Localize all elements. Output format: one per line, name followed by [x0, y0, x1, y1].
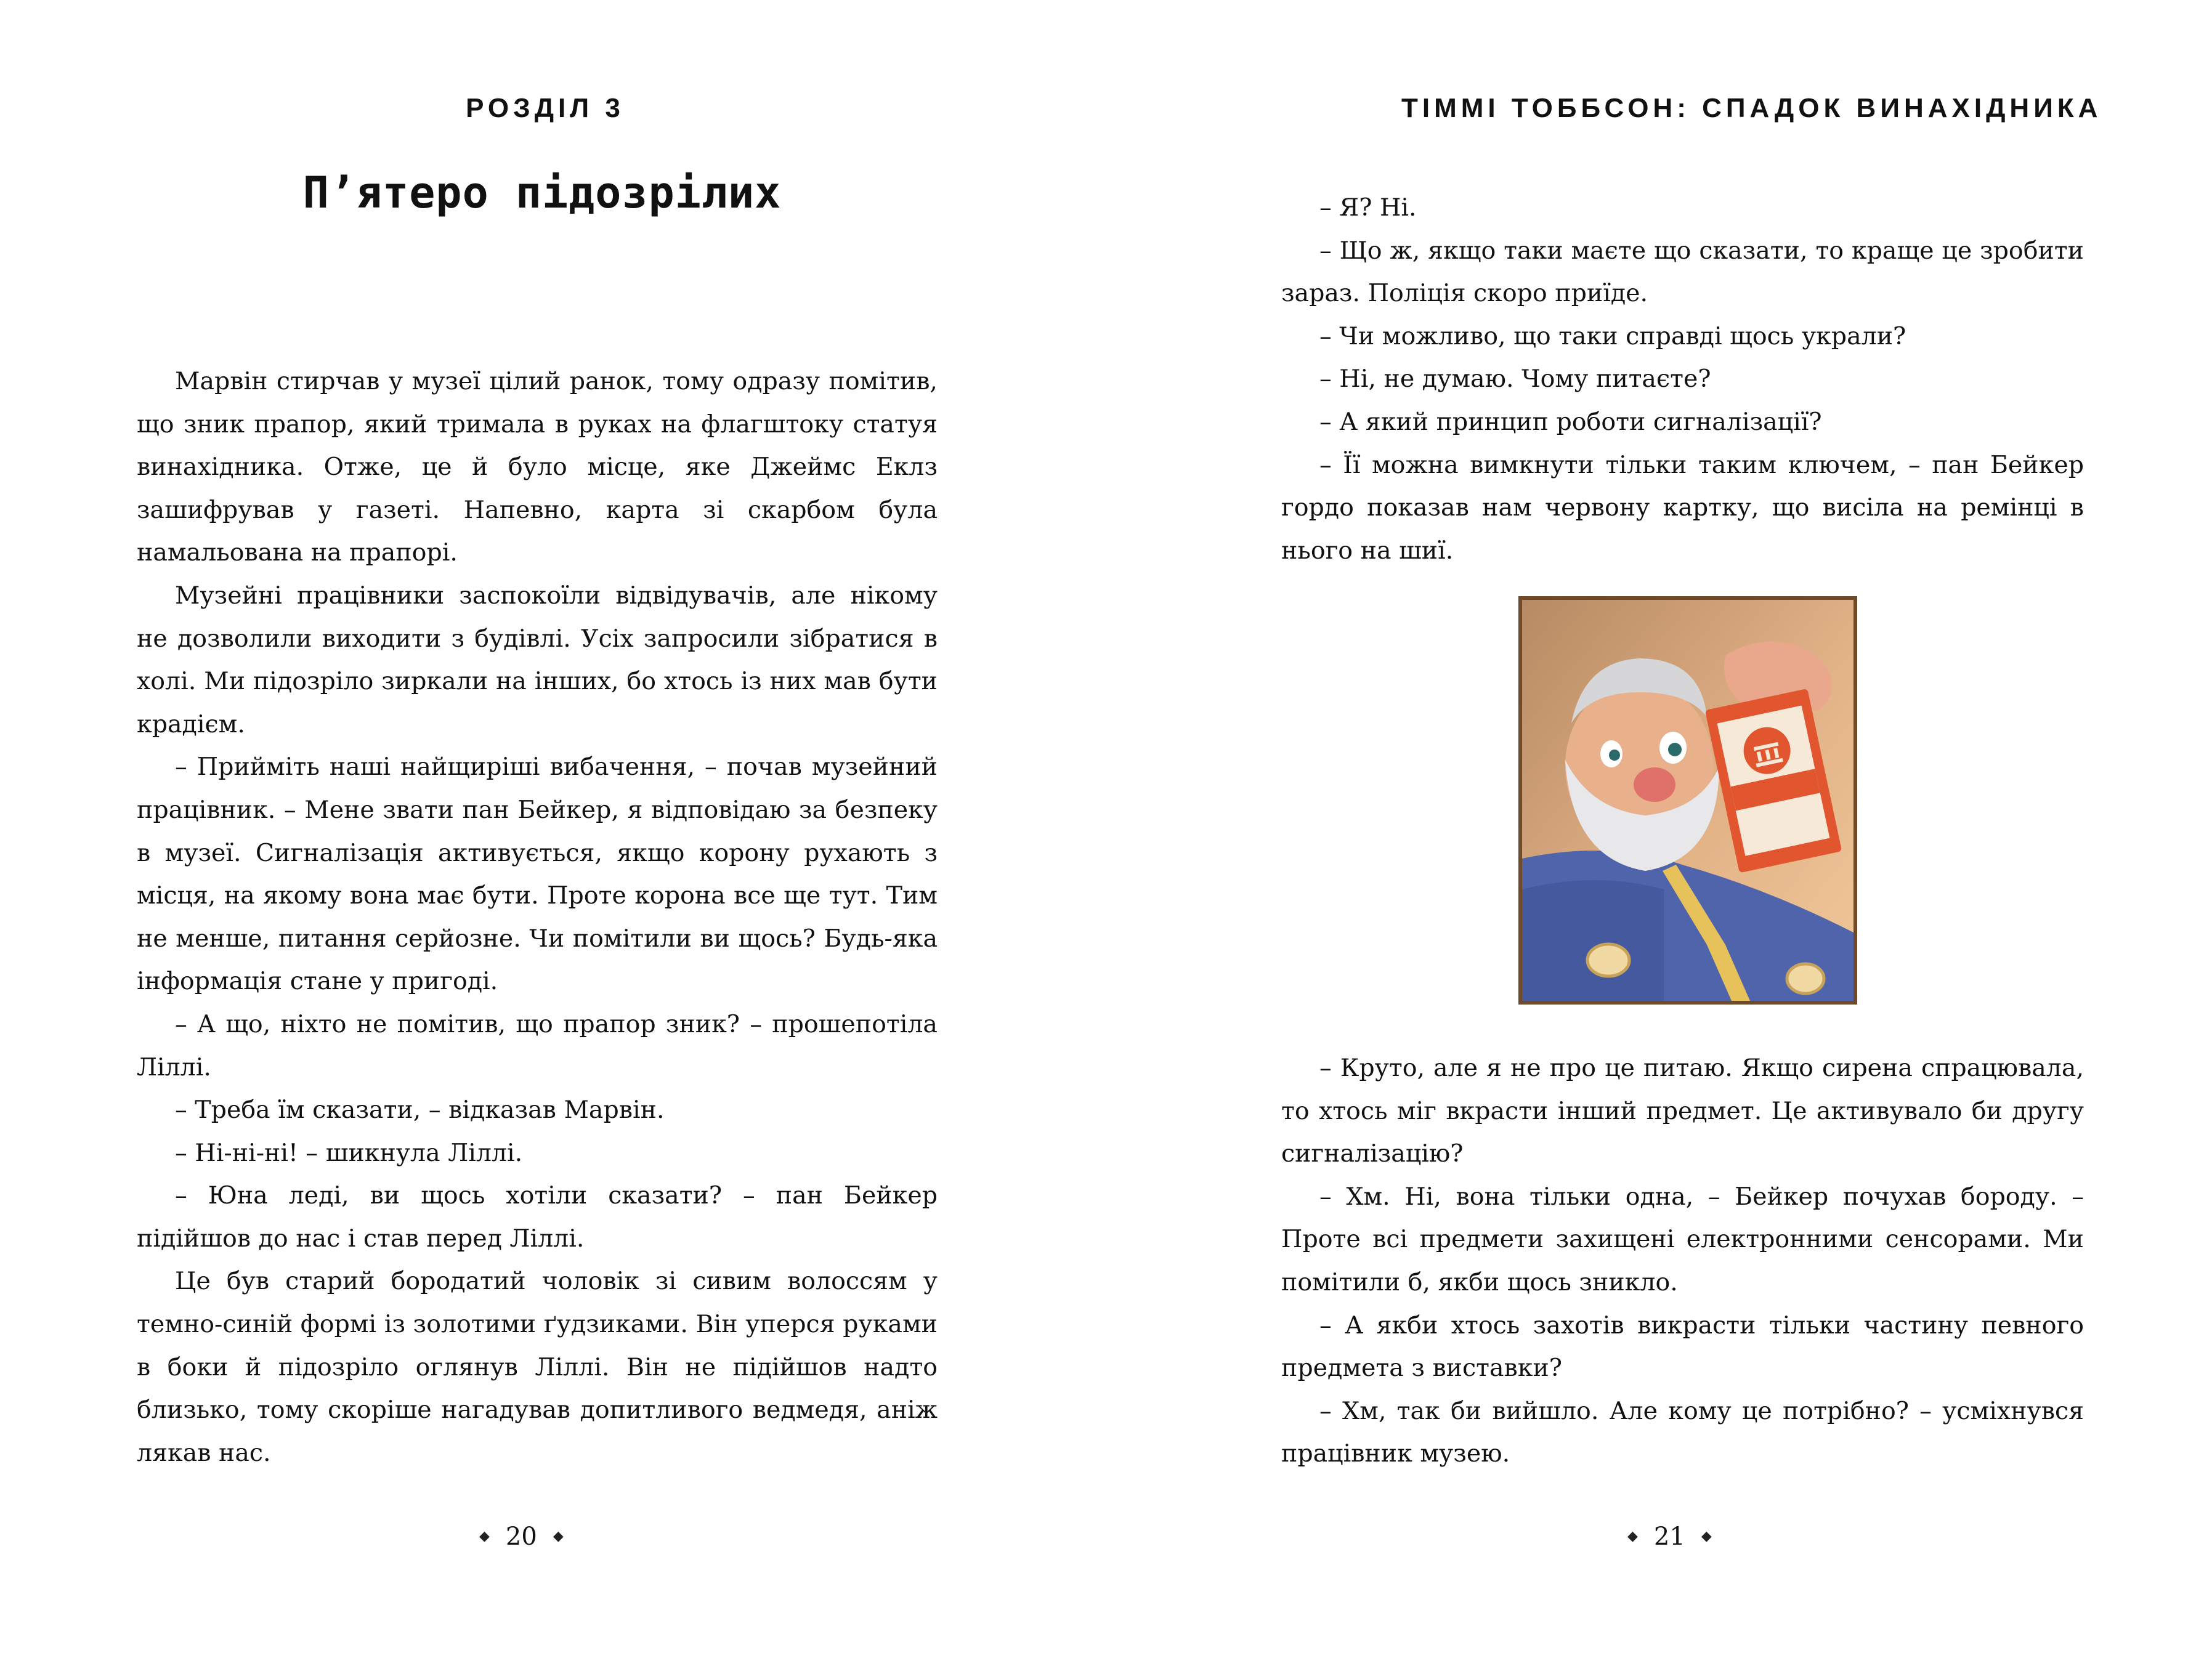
- paragraph: – А що, ніхто не помітив, що прапор зник? – прошепотіла Ліллі.: [137, 1009, 938, 1082]
- paragraph: – Прийміть наші найщиріші вибачення, – почав музейний працівник. – Мене звати пан Бейкер, я відповідаю за безпеку в музеї. Сигналізація активується, якщо корону рухають з місця, на якому вона має бути. Проте корона все ще тут. Тим не менше, питання серйозне. Чи помітили ви щось? Будь-яка інформація стане у пригоді.: [137, 753, 938, 996]
- guard-illustration-icon: [1522, 600, 1853, 1001]
- paragraph: – Її можна вимкнути тільки таким ключем, – пан Бейкер гордо показав нам червону картку, що висіла на ремінці в нього на шиї.: [1281, 450, 2084, 565]
- paragraph: – Треба їм сказати, – відказав Марвін.: [175, 1096, 665, 1125]
- paragraph: – Що ж, якщо таки маєте що сказати, то краще це зробити зараз. Поліція скоро приїде.: [1281, 236, 2084, 308]
- paragraph: Музейні працівники заспокоїли відвідувачів, але нікому не дозволили виходити з будівлі. Усіх запросили зібратися в холі. Ми підозріло зиркали на інших, бо хтось із них мав бути крадієм.: [137, 581, 938, 738]
- running-head-book-title: ТІММІ ТОББСОН: СПАДОК ВИНАХІДНИКА: [1401, 93, 2102, 123]
- ornament-diamond-icon: ◆: [553, 1529, 564, 1544]
- ornament-diamond-icon: ◆: [1701, 1529, 1712, 1544]
- paragraph: – Круто, але я не про це питаю. Якщо сирена спрацювала, то хтось міг вкрасти інший предмет. Це активувало би другу сигналізацію?: [1281, 1054, 2084, 1168]
- ornament-diamond-icon: ◆: [1627, 1529, 1638, 1544]
- paragraph: – А який принцип роботи сигналізації?: [1319, 407, 1822, 436]
- illustration-guard-with-key-card: [1518, 596, 1857, 1005]
- paragraph: – Чи можливо, що таки справді щось украли?: [1319, 321, 1906, 350]
- page-number-right: [1627, 1518, 1712, 1555]
- paragraph: – А якби хтось захотів викрасти тільки частину певного предмета з виставки?: [1281, 1311, 2084, 1383]
- right-body-text-top: [1281, 187, 2084, 572]
- page-number: 21: [1653, 1522, 1685, 1551]
- chapter-title: П’ятеро підозрілих: [302, 168, 782, 218]
- paragraph: Марвін стирчав у музеї цілий ранок, тому одразу помітив, що зник прапор, який тримала в руках на флагштоку статуя винахідника. Отже, це й було місце, яке Джеймс Еклз зашифрував у газеті. Напевно, карта зі скарбом була намальована на прапорі.: [137, 367, 938, 567]
- page-number-left: [479, 1518, 564, 1555]
- paragraph: – Ні, не думаю. Чому питаєте?: [1319, 365, 1711, 394]
- page-number: 20: [505, 1522, 537, 1551]
- paragraph: – Юна леді, ви щось хотіли сказати? – пан Бейкер підійшов до нас і став перед Ліллі.: [137, 1181, 938, 1253]
- ornament-diamond-icon: ◆: [479, 1529, 490, 1544]
- left-body-text: [137, 360, 938, 1474]
- paragraph: – Хм, так би вийшло. Але кому це потрібно? – усміхнувся працівник музею.: [1281, 1396, 2084, 1468]
- right-page: [1106, 0, 2212, 1666]
- paragraph: – Ні-ні-ні! – шикнула Ліллі.: [175, 1138, 523, 1167]
- right-body-text-bottom: [1281, 1047, 2084, 1476]
- paragraph: – Хм. Ні, вона тільки одна, – Бейкер почухав бороду. – Проте всі предмети захищені електронними сенсорами. Ми помітили б, якби щось зникло.: [1281, 1182, 2084, 1296]
- running-head-chapter: РОЗДІЛ 3: [466, 93, 625, 123]
- paragraph: Це був старий бородатий чоловік зі сивим волоссям у темно-синій формі із золотими ґудзиками. Він уперся руками в боки й підозріло оглянув Ліллі. Він не підійшов надто близько, тому скоріше нагадував допитливого ведмедя, аніж лякав нас.: [137, 1267, 938, 1467]
- paragraph: – Я? Ні.: [1319, 193, 1417, 222]
